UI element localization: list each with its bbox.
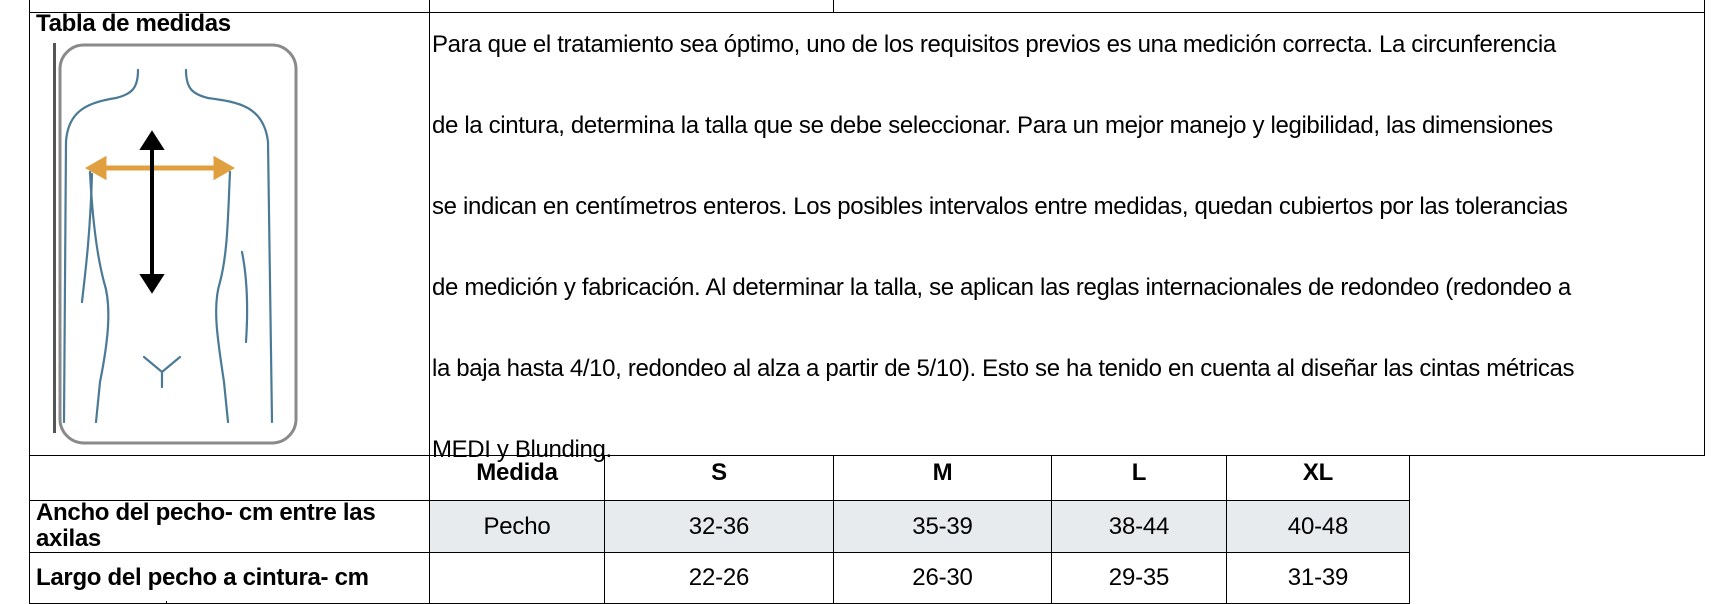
table-cell-s: 22-26	[688, 564, 750, 591]
table-cell-xl: 31-39	[1287, 564, 1349, 591]
paragraph-line: la baja hasta 4/10, redondeo al alza a partir de 5/10). Esto se ha tenido en cuenta al diseñar las cintas métricas	[432, 355, 1575, 382]
table-cell-l: 29-35	[1108, 564, 1170, 591]
torso-measurement-diagram-icon	[52, 42, 302, 447]
column-header-xl: XL	[1302, 458, 1334, 486]
table-cell-s: 32-36	[688, 512, 750, 540]
row-label-line: Ancho del pecho- cm entre las	[36, 499, 376, 526]
table-cell-m: 26-30	[912, 564, 973, 591]
table-cell-medida	[430, 553, 604, 603]
paragraph-line: MEDI y Blunding.	[432, 436, 612, 463]
row-label-chest-to-waist: Largo del pecho a cintura- cm	[36, 564, 369, 591]
table-cell-medida: Pecho	[483, 512, 551, 540]
table-cell-m: 35-39	[912, 512, 973, 540]
paragraph-line: Para que el tratamiento sea óptimo, uno de los requisitos previos es una medición correcta. La circunferencia	[432, 31, 1556, 58]
row-label-line: axilas	[36, 525, 101, 552]
section-title: Tabla de medidas	[36, 10, 231, 37]
column-header-s: S	[711, 458, 727, 486]
paragraph-line: de la cintura, determina la talla que se debe seleccionar. Para un mejor manejo y legibilidad, las dimensiones	[432, 112, 1553, 139]
grid-line	[1704, 0, 1705, 455]
grid-line	[29, 0, 30, 604]
column-header-m: M	[932, 458, 953, 486]
paragraph-line: de medición y fabricación. Al determinar la talla, se aplican las reglas internacionales de redondeo (redondeo a	[432, 274, 1571, 301]
table-cell-l: 38-44	[1108, 512, 1170, 540]
column-header-l: L	[1131, 458, 1147, 486]
column-header-medida: Medida	[476, 458, 558, 486]
measurement-instructions	[432, 4, 1704, 490]
table-cell-xl: 40-48	[1287, 512, 1349, 540]
paragraph-line: se indican en centímetros enteros. Los posibles intervalos entre medidas, quedan cubiertos por las tolerancias	[432, 193, 1568, 220]
row-label-chest-width	[36, 500, 375, 552]
